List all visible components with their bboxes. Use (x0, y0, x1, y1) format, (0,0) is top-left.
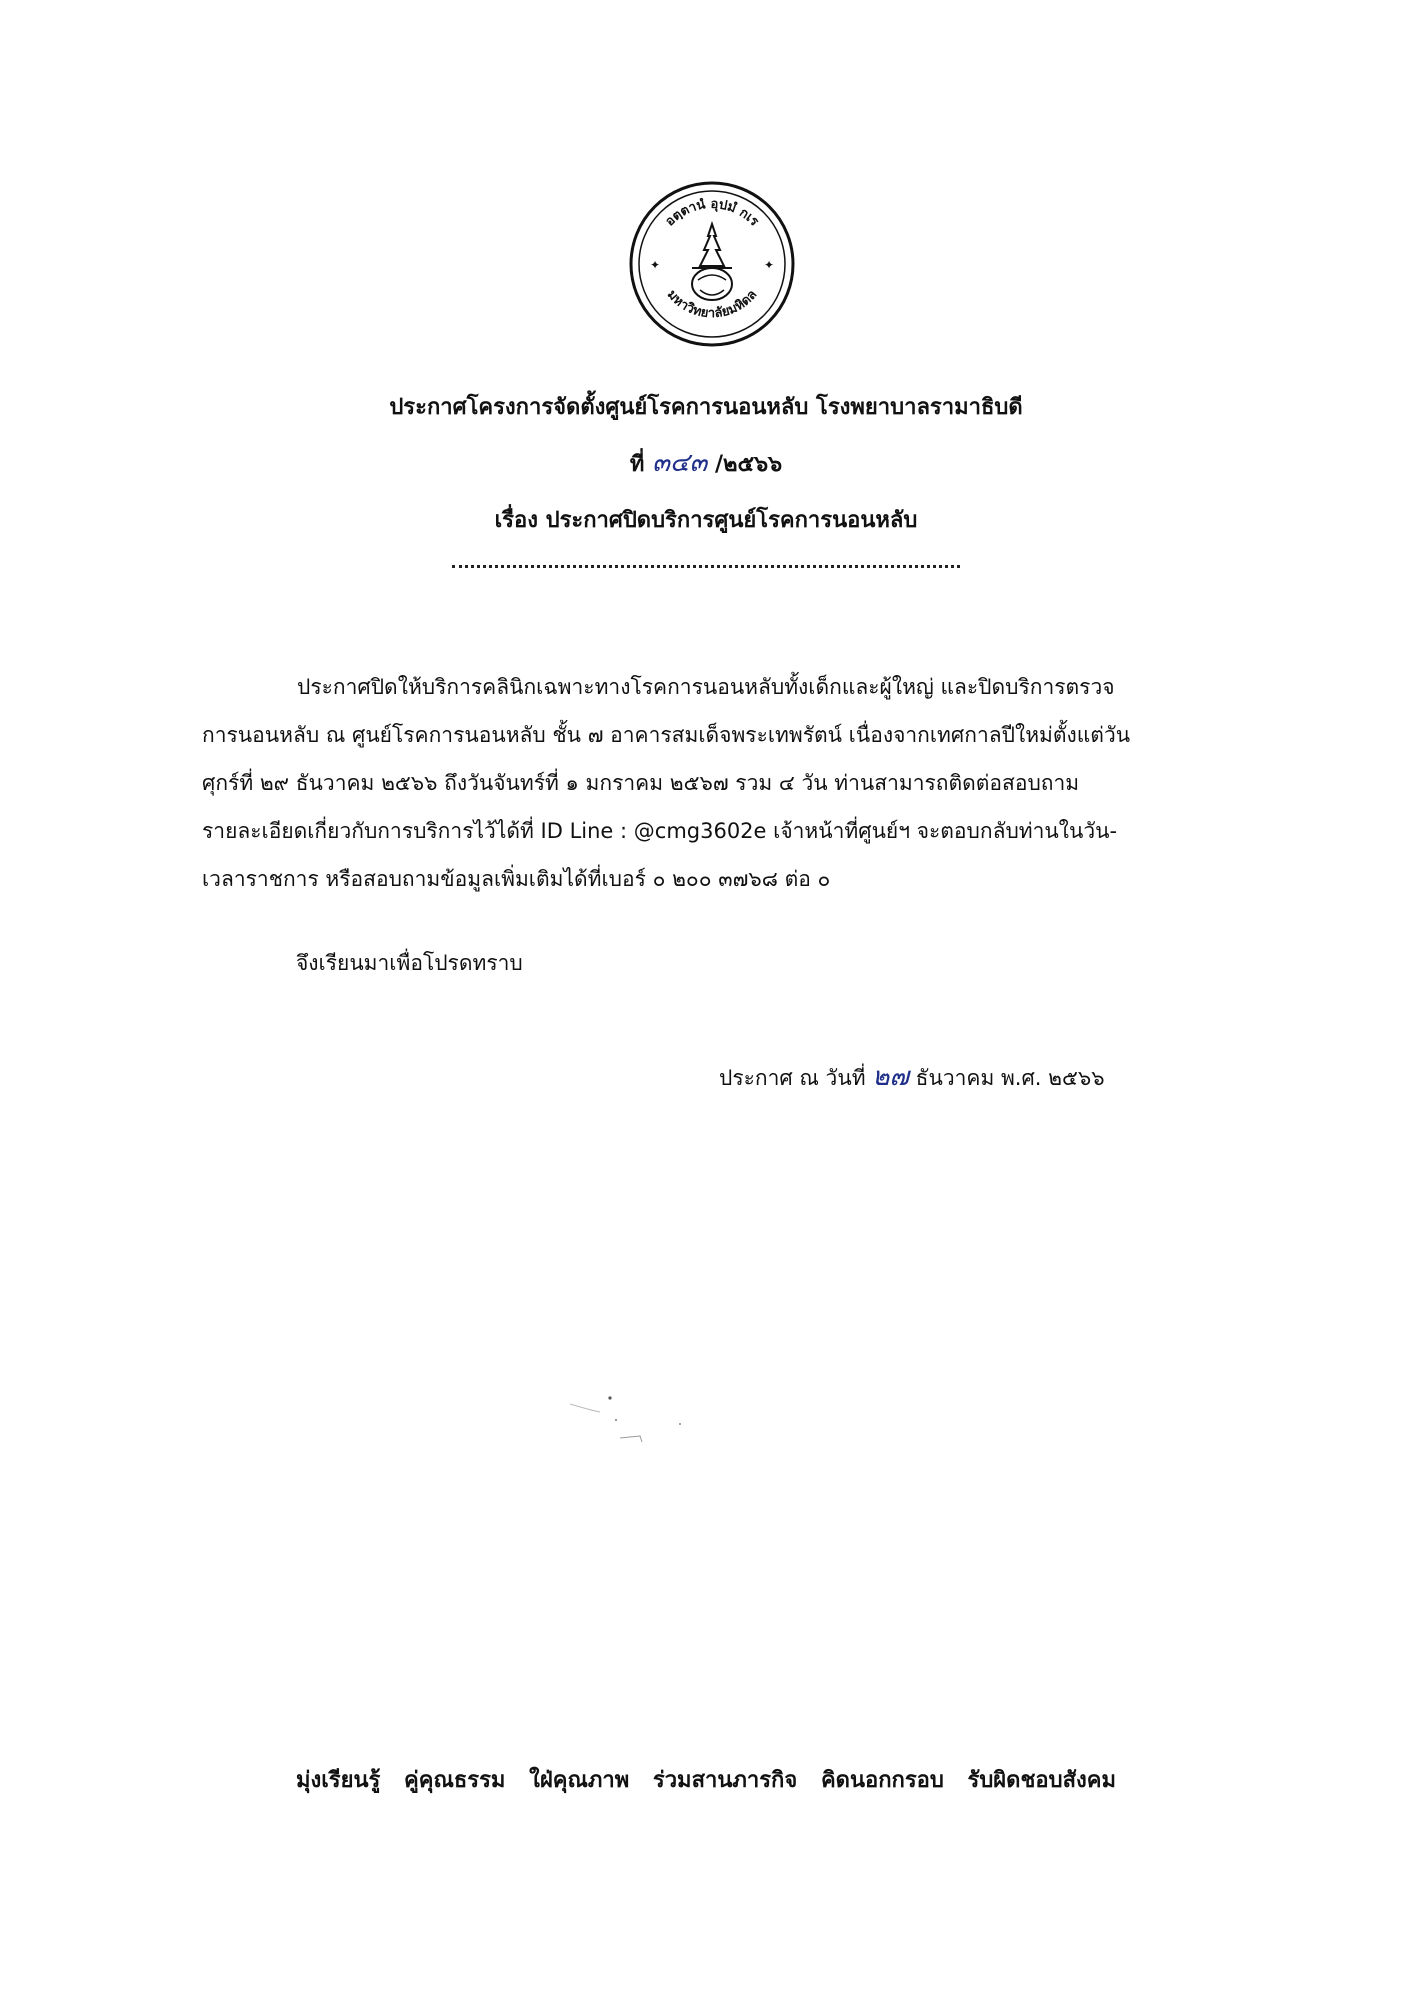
svg-text:✦: ✦ (764, 258, 775, 272)
announcement-date (719, 1062, 1105, 1093)
announcement-number (0, 448, 1412, 480)
motto-item: คู่คุณธรรม (404, 1768, 506, 1793)
motto-item: ร่วมสานภารกิจ (652, 1768, 798, 1793)
announcement-subject: เรื่อง ประกาศปิดบริการศูนย์โรคการนอนหลับ (494, 508, 918, 533)
number-year: /๒๕๖๖ (714, 452, 783, 477)
body-line: เวลาราชการ หรือสอบถามข้อมูลเพิ่มเติมได้ที่เบอร์ ๐ ๒๐๐ ๓๗๖๘ ต่อ ๐ (202, 867, 831, 891)
motto-item: รับผิดชอบสังคม (967, 1768, 1116, 1793)
date-suffix: ธันวาคม พ.ศ. ๒๕๖๖ (915, 1066, 1105, 1090)
motto-item: มุ่งเรียนรู้ (296, 1768, 381, 1793)
number-prefix: ที่ (629, 452, 645, 477)
scan-specks (560, 1390, 720, 1450)
body-line: ศุกร์ที่ ๒๙ ธันวาคม ๒๕๖๖ ถึงวันจันทร์ที่ ๑ มกราคม ๒๕๖๗ รวม ๔ วัน ท่านสามารถติดต่อสอบถาม (202, 771, 1080, 795)
motto-item: ใฝ่คุณภาพ (529, 1768, 630, 1793)
date-prefix: ประกาศ ณ วันที่ (719, 1066, 866, 1090)
handwritten-number: ๓๔๓ (652, 448, 708, 478)
seal-top-text: อตฺตานํ อุปมํ กเร (662, 196, 762, 230)
seal-bottom-text: มหาวิทยาลัยมหิดล (663, 287, 761, 322)
closing-line: จึงเรียนมาเพื่อโปรดทราบ (296, 951, 523, 975)
mahidol-university-seal (628, 180, 796, 348)
dotted-divider (452, 565, 960, 568)
motto-item: คิดนอกกรอบ (820, 1768, 944, 1793)
body-line: ประกาศปิดให้บริการคลินิกเฉพาะทางโรคการนอนหลับทั้งเด็กและผู้ใหญ่ และปิดบริการตรวจ (297, 675, 1115, 699)
announcement-body (202, 663, 1212, 903)
handwritten-day: ๒๗ (872, 1062, 909, 1092)
svg-text:มหาวิทยาลัยมหิดล (664, 287, 760, 321)
svg-text:✦: ✦ (650, 258, 661, 272)
body-line: รายละเอียดเกี่ยวกับการบริการไว้ได้ที่ ID Line : @cmg3602e เจ้าหน้าที่ศูนย์ฯ จะตอบกลับท่านในวัน- (202, 819, 1118, 843)
university-motto (0, 1766, 1412, 1796)
announcement-title: ประกาศโครงการจัดตั้งศูนย์โรคการนอนหลับ โรงพยาบาลรามาธิบดี (389, 395, 1023, 420)
body-line: การนอนหลับ ณ ศูนย์โรคการนอนหลับ ชั้น ๗ อาคารสมเด็จพระเทพรัตน์ เนื่องจากเทศกาลปีใหม่ตั้งแต่วัน (202, 723, 1131, 747)
